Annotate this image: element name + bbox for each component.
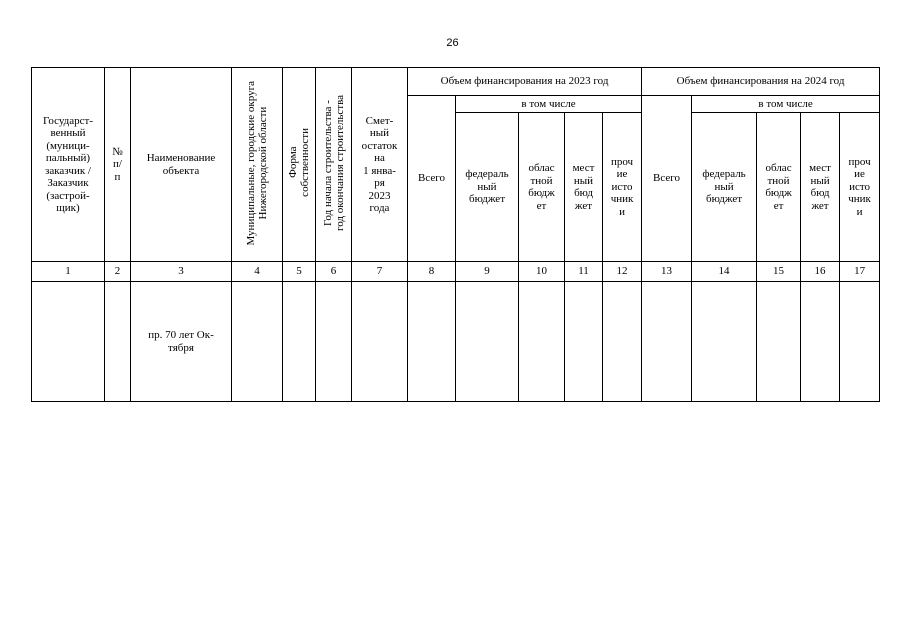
header-number: № п/ п [105,68,131,262]
header-including-2024: в том числе [692,96,880,113]
column-number: 13 [642,262,692,282]
header-federal-2024: федераль ный бюджет [692,113,757,262]
header-ownership: Форма собственности [283,68,316,262]
object-name-cell: пр. 70 лет Ок- тября [131,282,232,402]
header-regional-2023: облас тной бюдж ет [519,113,565,262]
header-municipality: Муниципальные, городские округа Нижегородской области [232,68,283,262]
data-cell [692,282,757,402]
data-cell [565,282,603,402]
header-funding-2023: Объем финансирования на 2023 год [408,68,642,96]
data-cell [801,282,840,402]
customer-cell [32,282,105,402]
column-number: 5 [283,262,316,282]
header-other-2023: проч ие исто чник и [603,113,642,262]
data-cell [519,282,565,402]
header-customer: Государст- венный (муници- пальный) заказчик / Заказчик (застрой- щик) [32,68,105,262]
column-number: 1 [32,262,105,282]
column-number: 14 [692,262,757,282]
column-number: 2 [105,262,131,282]
column-number-row [32,262,880,282]
data-cell [840,282,880,402]
column-number: 12 [603,262,642,282]
page-number: 26 [446,37,459,49]
header-federal-2023: федераль ный бюджет [456,113,519,262]
header-total-2023: Всего [408,96,456,262]
data-cell [283,282,316,402]
data-cell [408,282,456,402]
header-regional-2024: облас тной бюдж ет [757,113,801,262]
header-construction-years: Год начала строительства - год окончания строительства [316,68,352,262]
header-funding-2024: Объем финансирования на 2024 год [642,68,880,96]
header-row [32,68,880,96]
header-object-name: Наименование объекта [131,68,232,262]
header-local-2023: мест ный бюд жет [565,113,603,262]
column-number: 8 [408,262,456,282]
column-number: 7 [352,262,408,282]
header-estimated-balance: Смет- ный остаток на 1 янва- ря 2023 года [352,68,408,262]
column-number: 16 [801,262,840,282]
table-row [32,282,880,402]
data-cell [757,282,801,402]
header-including-2023: в том числе [456,96,642,113]
column-number: 6 [316,262,352,282]
column-number: 4 [232,262,283,282]
column-number: 15 [757,262,801,282]
header-total-2024: Всего [642,96,692,262]
data-cell [603,282,642,402]
column-number: 17 [840,262,880,282]
data-cell [232,282,283,402]
data-cell [316,282,352,402]
header-local-2024: мест ный бюд жет [801,113,840,262]
financing-table [31,67,880,402]
header-other-2024: проч ие исто чник и [840,113,880,262]
data-cell [352,282,408,402]
number-cell [105,282,131,402]
data-cell [456,282,519,402]
column-number: 11 [565,262,603,282]
column-number: 10 [519,262,565,282]
column-number: 3 [131,262,232,282]
column-number: 9 [456,262,519,282]
data-cell [642,282,692,402]
